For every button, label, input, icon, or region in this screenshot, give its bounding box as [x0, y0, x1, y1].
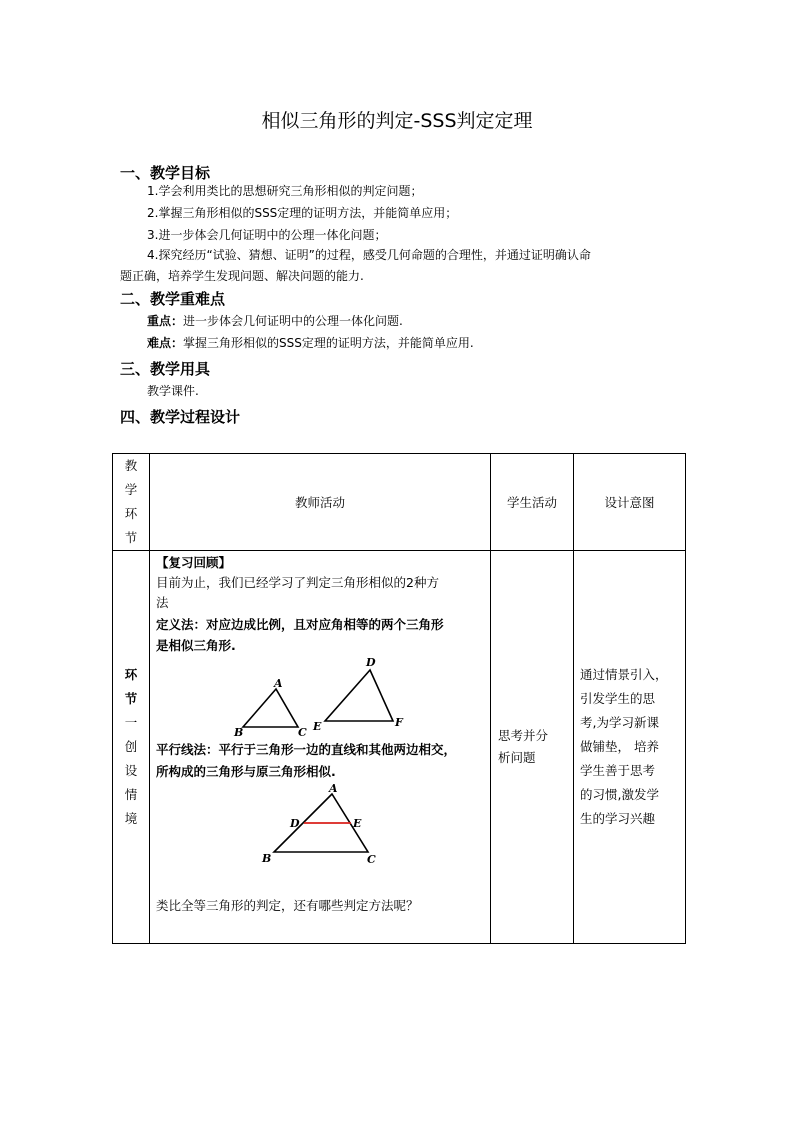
vertex-label-a: A [274, 677, 283, 690]
student-activity-line: 析问题 [498, 750, 536, 765]
key-point-label: 重点： [147, 314, 184, 328]
tools-text: 教学课件. [147, 384, 199, 398]
hard-point-text: 掌握三角形相似的SSS定理的证明方法，并能简单应用. [183, 336, 474, 350]
stage-char: 环 [124, 667, 138, 682]
vertex-label-e: E [313, 720, 322, 733]
vertex-label-c: C [367, 853, 376, 866]
goal-item-4: 4.探究经历“试验、猜想、证明”的过程，感受几何命题的合理性，并通过证明确认命 [147, 248, 591, 262]
vertex-label-b: B [262, 852, 272, 865]
question-line: 类比全等三角形的判定，还有哪些判定方法呢？ [156, 898, 419, 913]
goal-item-1: 1.学会利用类比的思想研究三角形相似的判定问题； [147, 184, 423, 198]
teacher-header: 教师活动 [150, 454, 491, 551]
stage-char: 设 [124, 763, 138, 778]
design-line: 通过情景引入， [580, 667, 668, 682]
student-activity-line: 思考并分 [498, 728, 549, 743]
triangle-abc [243, 689, 298, 727]
parallel-line-1: 平行线法：平行于三角形一边的直线和其他两边相交， [156, 742, 457, 757]
student-activity-cell [491, 551, 574, 944]
table-row [113, 551, 686, 944]
stage-header [113, 454, 150, 551]
student-header: 学生活动 [491, 454, 574, 551]
similar-triangles-figure [150, 656, 490, 736]
goal-item-3: 3.进一步体会几何证明中的公理一体化问题； [147, 228, 387, 242]
teacher-activity-cell [150, 551, 491, 944]
stage-char: 一 [124, 715, 138, 730]
vertex-label-d: D [290, 817, 300, 830]
design-header: 设计意图 [574, 454, 686, 551]
review-label: 【复习回顾】 [156, 555, 232, 570]
design-line: 生的学习兴趣 [580, 811, 656, 826]
key-point [147, 311, 403, 332]
stage-header-char: 学 [124, 482, 138, 497]
process-table [112, 453, 686, 944]
table-header-row [113, 454, 686, 551]
design-line: 的习惯,激发学 [580, 787, 659, 802]
stage-cell [113, 551, 150, 944]
design-line: 做铺垫， 培养 [580, 739, 659, 754]
design-line: 考,为学习新课 [580, 715, 659, 730]
keypoints-heading: 二、教学重难点 [120, 290, 226, 308]
definition-line-1: 定义法：对应边成比例，且对应角相等的两个三角形 [156, 617, 444, 632]
intro-line-2: 法 [156, 595, 169, 610]
hard-point [147, 333, 474, 354]
stage-char: 境 [124, 811, 138, 826]
stage-char: 情 [124, 787, 138, 802]
intro-line-1: 目前为止，我们已经学习了判定三角形相似的2种方 [156, 575, 439, 590]
stage-header-char: 节 [124, 530, 138, 545]
goal-item-2: 2.掌握三角形相似的SSS定理的证明方法，并能简单应用； [147, 206, 458, 220]
hard-point-label: 难点： [147, 336, 184, 350]
vertex-label-f: F [395, 716, 403, 729]
parallel-line-figure [150, 783, 490, 878]
design-intent-cell [574, 551, 686, 944]
vertex-label-d: D [366, 656, 376, 669]
process-heading: 四、教学过程设计 [120, 408, 241, 426]
vertex-label-e: E [353, 817, 362, 830]
page-title: 相似三角形的判定-SSS判定定理 [261, 110, 533, 132]
key-point-text: 进一步体会几何证明中的公理一体化问题. [183, 314, 403, 328]
stage-char: 创 [124, 739, 138, 754]
tools-heading: 三、教学用具 [120, 360, 211, 378]
vertex-label-b: B [234, 726, 244, 736]
triangle-def [325, 670, 393, 721]
goal-item-4-cont: 题正确，培养学生发现问题、解决问题的能力. [120, 269, 364, 283]
design-line: 学生善于思考 [580, 763, 656, 778]
vertex-label-a: A [329, 783, 338, 795]
parallel-line-2: 所构成的三角形与原三角形相似. [156, 764, 336, 779]
stage-char: 节 [124, 691, 138, 706]
definition-line-2: 是相似三角形. [156, 638, 236, 653]
vertex-label-c: C [298, 726, 307, 736]
design-line: 引发学生的思 [580, 691, 656, 706]
stage-header-char: 环 [124, 506, 138, 521]
goals-heading: 一、教学目标 [120, 164, 211, 182]
stage-header-char: 教 [124, 458, 138, 473]
